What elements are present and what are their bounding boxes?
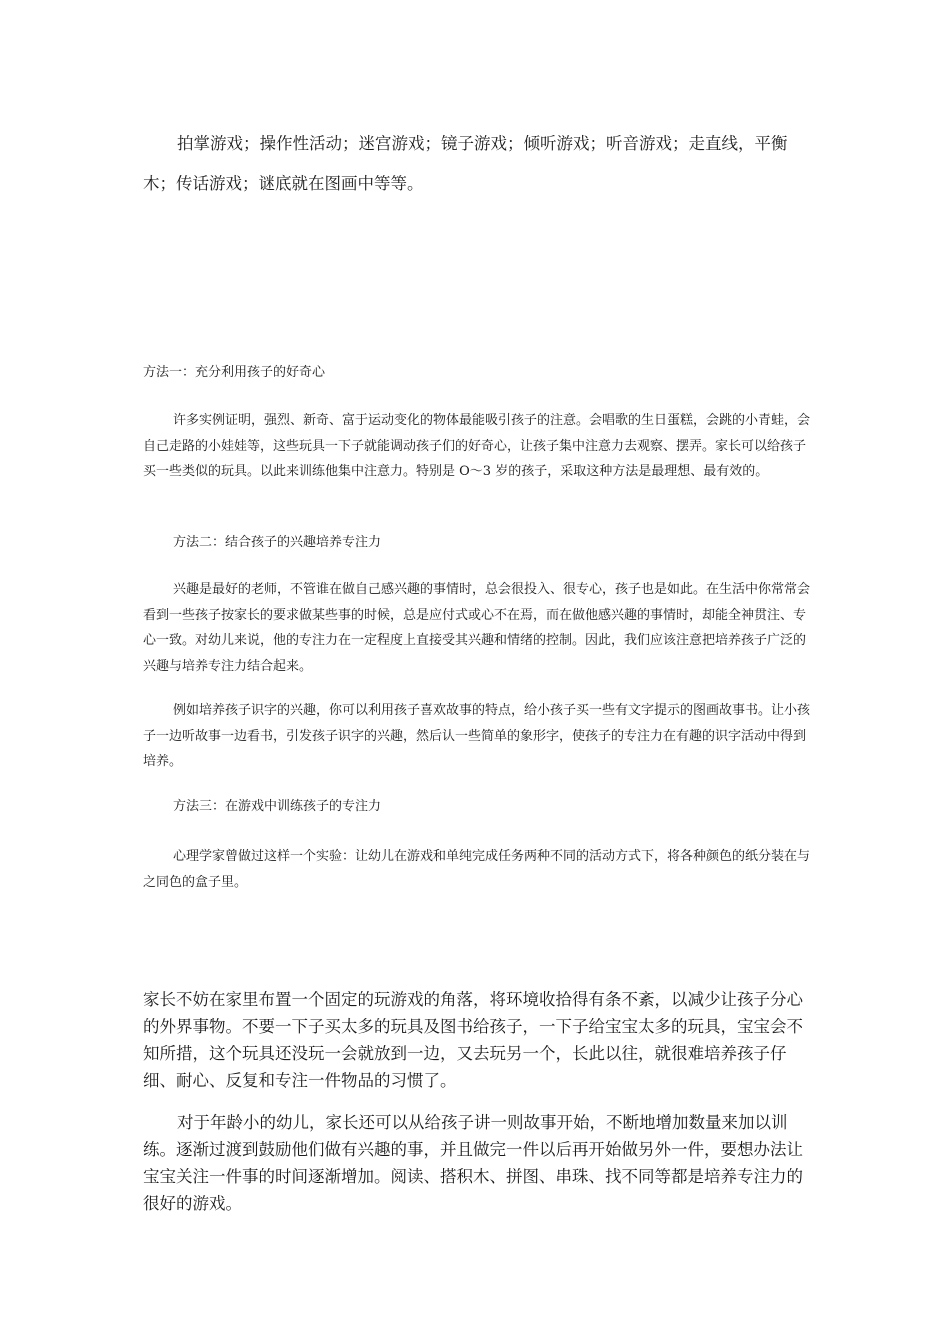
method2-heading: 方法二：结合孩子的兴趣培养专注力 xyxy=(173,535,382,550)
young-children-paragraph: 对于年龄小的幼儿，家长还可以从给孩子讲一则故事开始，不断地增加数量来加以训练。逐渐过渡到鼓励他们做有兴趣的事，并且做完一件以后再开始做另外一件，要想办法让宝宝关注一件事的时间逐渐增加。阅读、搭积木、拼图、串珠、找不同等都是培养专注力的很好的游戏。 xyxy=(143,1113,803,1213)
method3-body: 心理学家曾做过这样一个实验：让幼儿在游戏和单纯完成任务两种不同的活动方式下，将各种颜色的纸分装在与之同色的盒子里。 xyxy=(143,849,811,890)
intro-paragraph xyxy=(143,124,810,204)
method2-body-2: 例如培养孩子识字的兴趣，你可以利用孩子喜欢故事的特点，给小孩子买一些有文字提示的图画故事书。让小孩子一边听故事一边看书，引发孩子识字的兴趣，然后认一些简单的象形字，使孩子的专注力在有趣的识字活动中得到培养。 xyxy=(143,703,811,769)
intro-text: 拍掌游戏；操作性活动；迷宫游戏；镜子游戏；倾听游戏；听音游戏；走直线，平衡木；传话游戏；谜底就在图画中等等。 xyxy=(143,134,788,193)
home-corner-paragraph: 家长不妨在家里布置一个固定的玩游戏的角落，将环境收拾得有条不紊，以减少让孩子分心的外界事物。不要一下子买太多的玩具及图书给孩子，一下子给宝宝太多的玩具，宝宝会不知所措，这个玩具还没玩一会就放到一边，又去玩另一个，长此以往，就很难培养孩子仔细、耐心、反复和专注一件物品的习惯了。 xyxy=(143,990,803,1090)
method1-body: 许多实例证明，强烈、新奇、富于运动变化的物体最能吸引孩子的注意。会唱歌的生日蛋糕，会跳的小青蛙，会自己走路的小娃娃等，这些玩具一下子就能调动孩子们的好奇心，让孩子集中注意力去观察、摆弄。家长可以给孩子买一些类似的玩具。以此来训练他集中注意力。特别是 O～3 岁的孩子，采取这种方法是最理想、最有效的。 xyxy=(143,413,811,479)
method1-heading: 方法一：充分利用孩子的好奇心 xyxy=(143,365,326,380)
method3-heading: 方法三：在游戏中训练孩子的专注力 xyxy=(173,799,382,814)
method2-body-1: 兴趣是最好的老师，不管谁在做自己感兴趣的事情时，总会很投入、很专心，孩子也是如此。在生活中你常常会看到一些孩子按家长的要求做某些事的时候，总是应付式或心不在焉，而在做他感兴趣的事情时，却能全神贯注、专心一致。对幼儿来说，他的专注力在一定程度上直接受其兴趣和情绪的控制。因此，我们应该注意把培养孩子广泛的兴趣与培养专注力结合起来。 xyxy=(143,582,811,674)
